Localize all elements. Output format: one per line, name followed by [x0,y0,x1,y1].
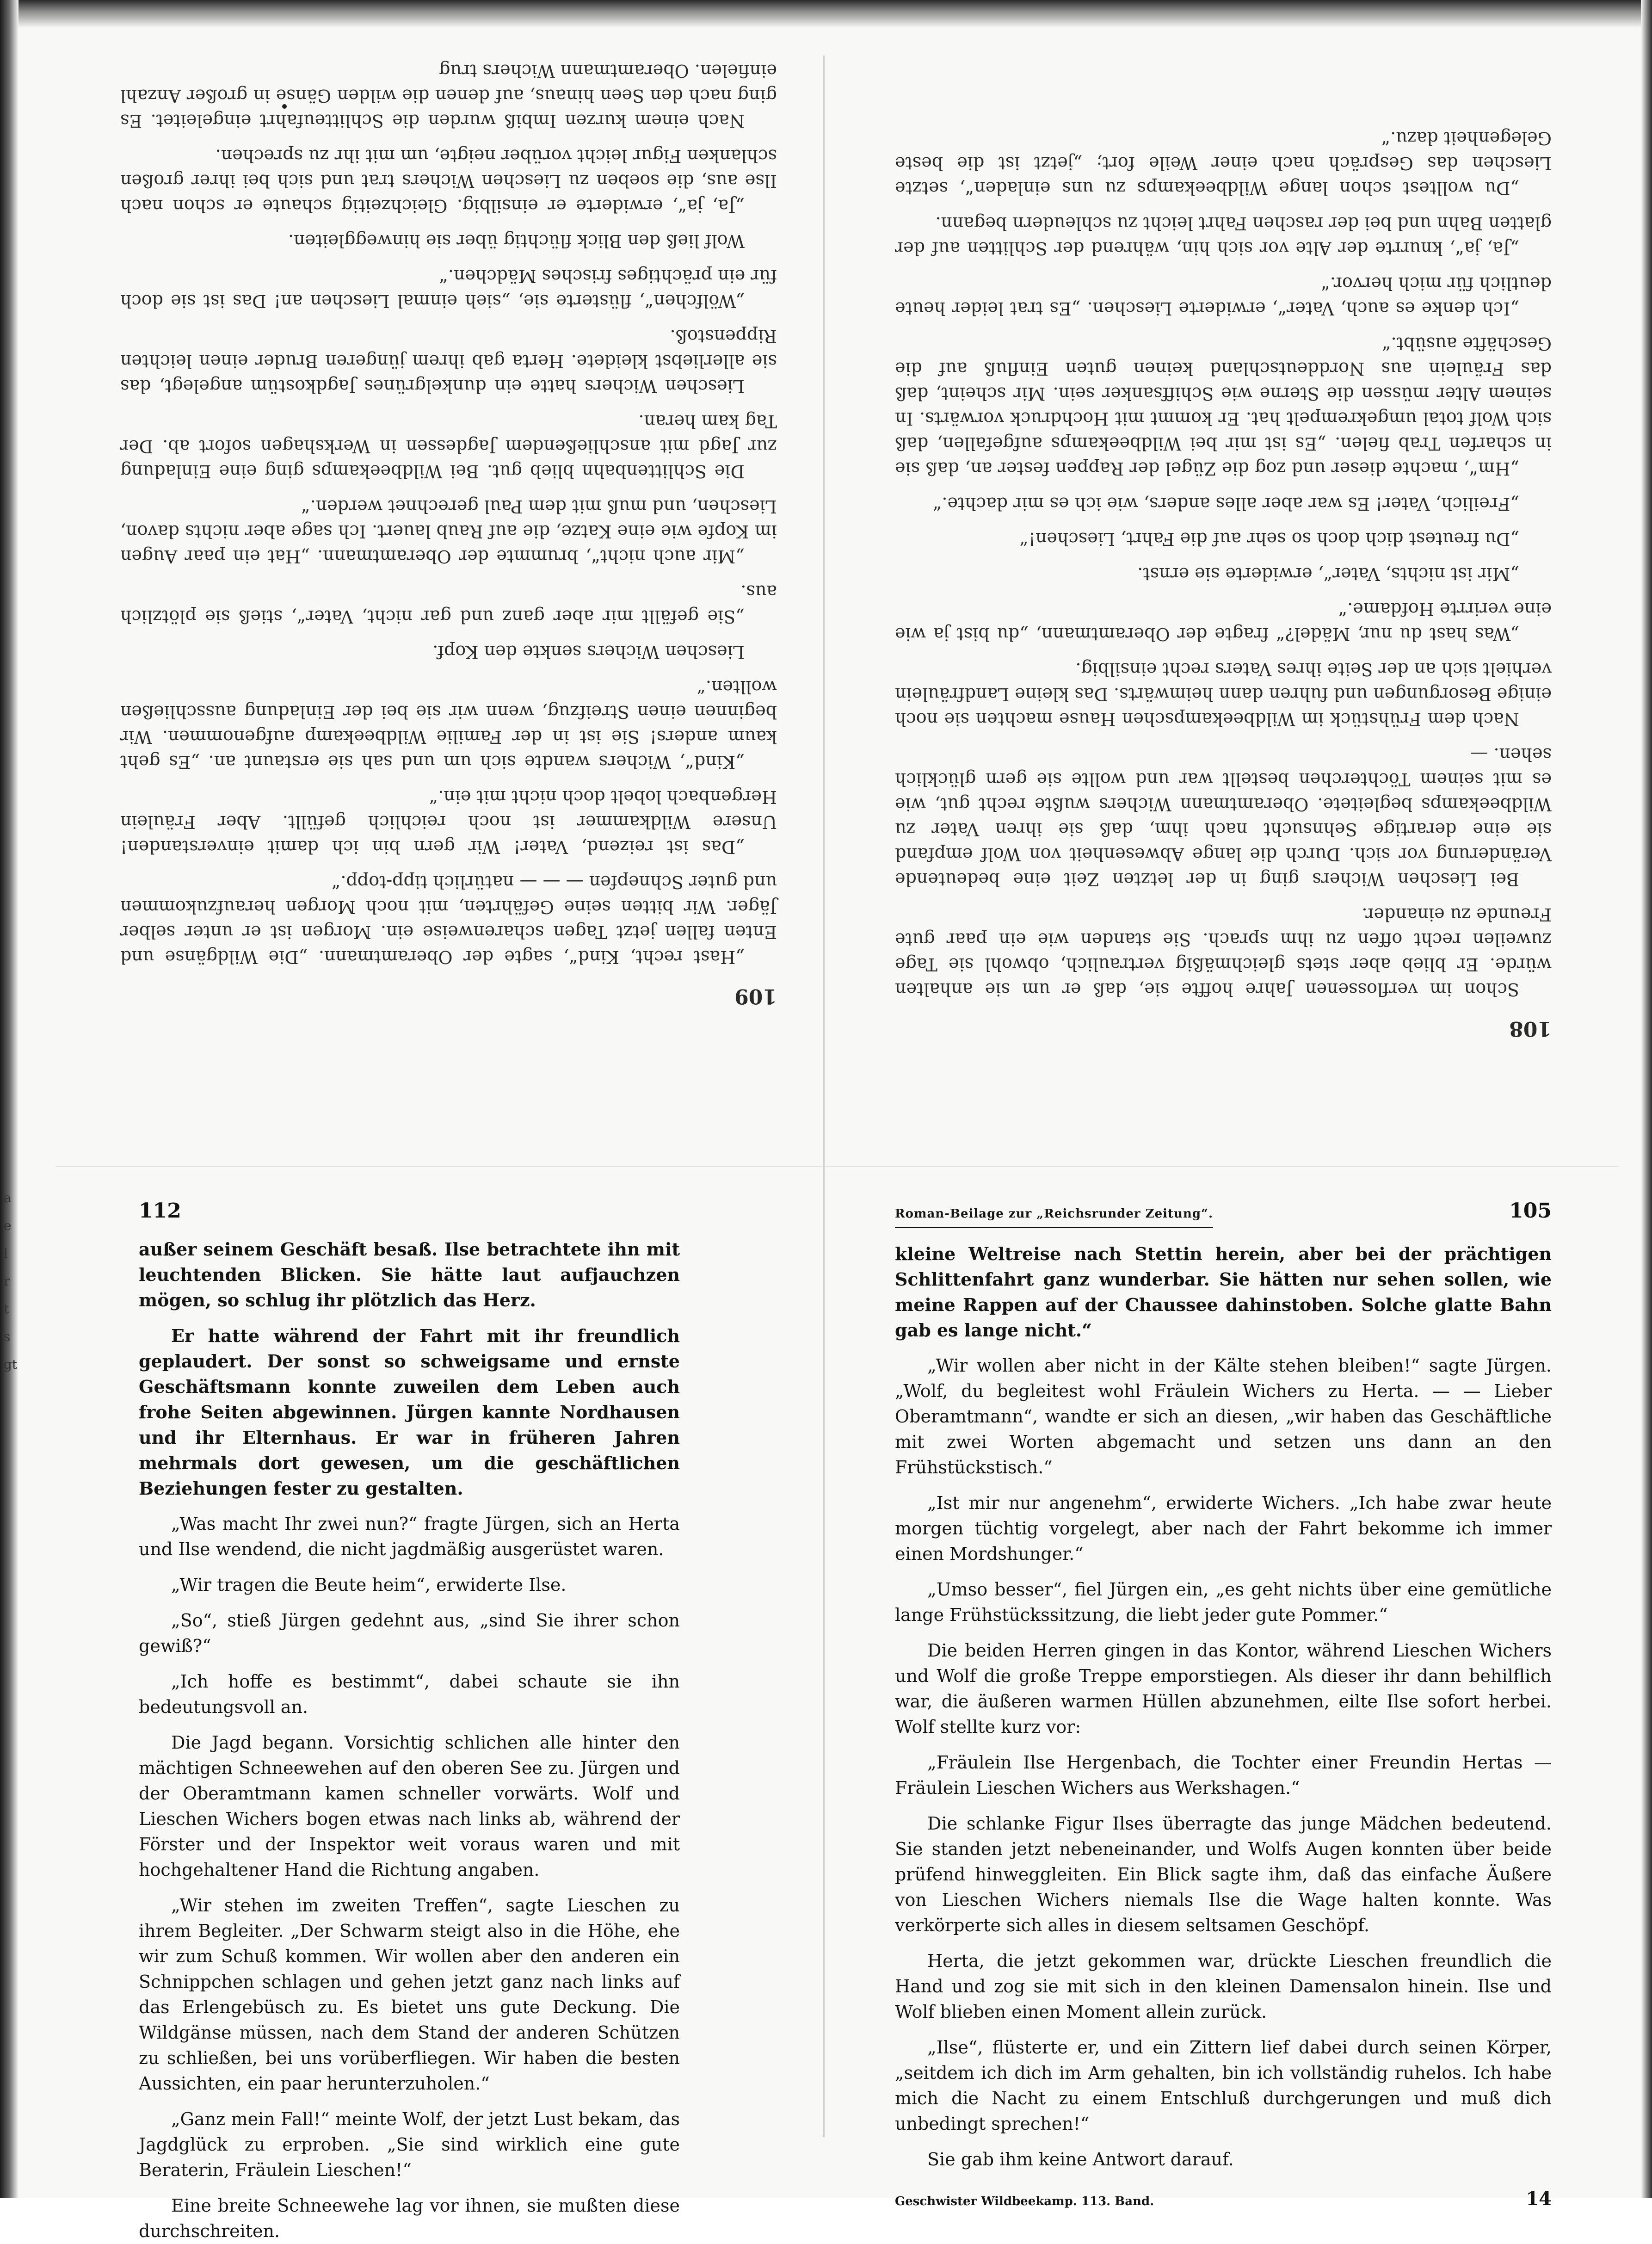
scan-edge-left [0,0,18,2198]
signature-mark: 14 [1526,2188,1552,2210]
paragraph: Nach einem kurzen Imbiß wurden die Schlitteufahrt eingeleitet. Es ging nach den Seen hinaus, auf denen die wilden Gänse in großer Anzahl einfielen. Oberamtmann Wichers trug [120,61,777,131]
page-number: 105 [1509,1199,1552,1223]
paragraph: „Wir wollen aber nicht in der Kälte stehen bleiben!“ sagte Jürgen. „Wolf, du begleitest wohl Fräulein Wichers zu Herta. — — Lieber Oberamtmann“, wandte er sich an diesen, „wir haben das Geschäftliche mit zwei Worten abgemacht und setzen uns dann an den Frühstückstisch.“ [895,1355,1552,1477]
paragraph: „Sie gefällt mir aber ganz und gar nicht, Vater“, stieß sie plötzlich aus. [120,581,777,627]
paragraph: außer seinem Geschäft besaß. Ilse betrachtete ihn mit leuchtenden Blicken. Sie hätte laut aufjauchzen mögen, so schlug ihr plötzlich das Herz. [139,1239,680,1311]
margin-mark: l [4,1246,8,1261]
paragraph: „Hm“, machte dieser und zog die Zügel der Rappen fester an, daß sie in scharfen Trab fielen. „Es ist mir bei Wildbeekamps aufgefallen, daß sich Wolf total umgekrempelt hat. Er kommt mit Hochdruck vorwärts. In seinem Alter müssen die Sterne wie Schiffsanker sein. Mir scheint, daß das Fräulein aus Norddeutschland keinen guten Einfluß auf die Geschäfte ausübt.“ [895,334,1552,479]
paragraph: „Ilse“, flüsterte er, und ein Zittern lief dabei durch seinen Körper, „seitdem ich dich im Arm gehalten, bin ich vollständig ruhelos. Ich habe mich die Nacht zu einem Entschluß durchgerungen und muß dich unbedingt sprechen!“ [895,2037,1552,2134]
paragraph: Nach dem Frühstück im Wildbeekampschen Hause machten sie noch einige Besorgungen und fuhren dann heimwärts. Das kleine Landfräulein verhielt sich an der Seite ihres Vaters recht einsilbig. [895,659,1552,729]
page-header [139,1198,680,1224]
paragraph: Die beiden Herren gingen in das Kontor, während Lieschen Wichers und Wolf die große Treppe emporstiegen. Als dieser ihr dann behilflich war, die äußeren warmen Hüllen abzunehmen, eilte Ilse sofort herbei. Wolf stellte kurz vor: [895,1640,1552,1737]
scan-edge-top [0,0,1652,28]
paragraph: „So“, stieß Jürgen gedehnt aus, „sind Sie ihrer schon gewiß?“ [139,1610,680,1656]
paragraph: „Ja, ja“, knurrte der Alte vor sich hin, während der Schlitten auf der glatten Bahn und bei der raschen Fahrt leicht zu schleudern begann. [895,213,1552,259]
page-112 [139,1198,680,2241]
paragraph: „Ich denke es auch, Vater“, erwiderte Lieschen. „Es trat leider heute deutlich für mich hervor.“ [895,273,1552,319]
paragraph: Die Schlittenbahn blieb gut. Bei Wildbeekamps ging eine Einladung zur Jagd mit anschließendem Jagdessen in Werkshagen sofort ab. Der Tag kam heran. [120,411,777,482]
running-head: Roman-Beilage zur „Reichsrunder Zeitung“. [895,1201,1213,1228]
margin-mark: a [4,1190,12,1205]
page-108-inverted [895,116,1552,1041]
paragraph: „Ganz mein Fall!“ meinte Wolf, der jetzt Lust bekam, das Jagdglück zu erproben. „Sie sind wirklich eine gute Beraterin, Fräulein Lieschen!“ [139,2109,680,2180]
scan-edge-right [1641,0,1652,2198]
paragraph: Er hatte während der Fahrt mit ihr freundlich geplaudert. Der sonst so schweigsame und ernste Geschäftsmann konnte zuweilen dem Leben auch frohe Seiten abgewinnen. Jürgen kannte Nordhausen und ihr Elternhaus. Er war in früheren Jahren mehrmals dort gewesen, um die geschäftlichen Beziehungen fester zu gestalten. [139,1325,680,1499]
footer-title: Geschwister Wildbeekamp. 113. Band. [895,2195,1154,2208]
paragraph: „Wölfchen“, flüsterte sie, „sieh einmal Lieschen an! Das ist sie doch für ein prächtiges frisches Mädchen.“ [120,266,777,311]
paragraph: „Das ist reizend, Vater! Wir gern bin ich damit einverstanden! Unsere Wildkammer ist noch reichlich gefüllt. Aber Fräulein Hergenbach lobelt doch nicht mit ein.“ [120,787,777,857]
paragraph: Lieschen Wichers hatte ein dunkelgrünes Jagdkostüm angelegt, das sie allerliebst kleidete. Herta gab ihrem jüngeren Bruder einen leichten Rippenstoß. [120,326,777,396]
margin-mark: t [4,1301,9,1317]
paragraph: „Freilich, Vater! Es war aber alles anders, wie ich es mir dachte.“ [933,494,1519,514]
paragraph: „Was macht Ihr zwei nun?“ fragte Jürgen, sich an Herta und Ilse wendend, die nicht jagdmäßig ausgerüstet waren. [139,1514,680,1559]
paragraph: „Wir tragen die Beute heim“, erwiderte Ilse. [171,1575,567,1595]
page-number: 112 [139,1199,181,1223]
margin-mark: r [4,1273,10,1289]
paragraph: Bei Lieschen Wichers ging in der letzten Zeit eine bedeutende Veränderung vor sich. Durch die lange Abwesenheit von Wolf empfand sie eine derartige Sehnsucht nach ihm, daß sie ihren Vater zu Wildbeekamps begleitete. Oberamtmann Wichers wußte recht gut, wie es mit seinem Töchterchen bestellt war und wollte sie gern glücklich sehen. — [895,744,1552,890]
margin-mark: e [4,1218,12,1233]
paragraph: „Du wolltest schon lange Wildbeekamps zu uns einladen“, setzte Lieschen das Gespräch nach einer Weile fort; „jetzt ist die beste Gelegenheit dazu.“ [895,128,1552,198]
paragraph: Herta, die jetzt gekommen war, drückte Lieschen freundlich die Hand und zog sie mit sich in den kleinen Damensalon hinein. Ilse und Wolf blieben einen Moment allein zurück. [895,1951,1552,2022]
paragraph: Schon im verflossenen Jahre hoffte sie, daß er um sie anhalten würde. Er blieb aber stets gleichmäßig vertraulich, obwohl sie Tage zuweilen recht offen zu ihm sprach. Sie standen wie ein paar gute Freunde zu einander. [895,904,1552,1000]
paragraph: kleine Weltreise nach Stettin herein, aber bei der prächtigen Schlittenfahrt ganz wunderbar. Sie hätten nur sehen sollen, wie meine Rappen auf der Chaussee dahinstoben. Solche glatte Bahn gab es lange nicht.“ [895,1243,1552,1341]
paragraph: „Umso besser“, fiel Jürgen ein, „es geht nichts über eine gemütliche lange Frühstückssitzung, die liebt jeder gute Pommer.“ [895,1579,1552,1625]
paragraph: „Wir stehen im zweiten Treffen“, sagte Lieschen zu ihrem Begleiter. „Der Schwarm steigt also in die Höhe, ehe wir zum Schuß kommen. Wir wollen aber den anderen ein Schnippchen schlagen und gehen jetzt ganz nach links auf das Erlengebüsch zu. Es bietet uns gute Deckung. Die Wildgänse müssen, nach dem Stand der anderen Schützen zu schließen, bei uns vorüberfliegen. Wir haben die besten Aussichten, ein paar herunterzuholen.“ [139,1895,680,2094]
paragraph: „Ich hoffe es bestimmt“, dabei schaute sie ihn bedeutungsvoll an. [139,1671,680,1717]
paragraph: „Fräulein Ilse Hergenbach, die Tochter einer Freundin Hertas — Fräulein Lieschen Wichers aus Werkshagen.“ [895,1752,1552,1798]
paragraph: Die schlanke Figur Ilses überragte das junge Mädchen bedeutend. Sie standen jetzt nebeneinander, und Wolfs Augen konnten über beide prüfend hinweggleiten. Ein Blick sagte ihm, daß das einfache Äußere von Lieschen Wichers niemals Ilse die Wage halten konnte. Was verkörperte sich alles in diesem seltsamen Geschöpf. [895,1813,1552,1935]
paragraph: Lieschen Wichers senkte den Kopf. [432,642,745,662]
page-separator [55,1166,1619,1167]
page-number: 109 [734,984,777,1008]
paragraph: „Ja, ja“, erwiderte er einsilbig. Gleichzeitig schaute er schon nach Ilse aus, die soeben zu Lieschen Wichers trat und sich bei ihrer großen schlanken Figur leicht vorüber neigte, um mit ihr zu sprechen. [120,146,777,216]
paragraph: Eine breite Schneewehe lag vor ihnen, sie mußten diese durchschreiten. [139,2195,680,2241]
paragraph: Wolf ließ den Blick flüchtig über sie hinweggleiten. [288,231,745,251]
margin-mark: s [4,1329,11,1344]
margin-mark: gt [4,1357,18,1372]
paragraph: „Ist mir nur angenehm“, erwiderte Wichers. „Ich habe zwar heute morgen tüchtig vorgelegt, aber nach der Fahrt bekomme ich immer einen Mordshunger.“ [895,1493,1552,1564]
page-footer [895,2186,1552,2214]
paragraph: „Mir auch nicht“, brummte der Oberamtmann. „Hat ein paar Augen im Kopfe wie eine Katze, die auf Raub lauert. Ich sage aber nichts davon, Lieschen, und muß mit dem Paul gerechnet werden.“ [120,496,777,567]
paragraph: „Hast recht, Kind“, sagte der Oberamtmann. „Die Wildgänse und Enten fallen jetzt Tagen scharenweise ein. Morgen ist er unter selber Jäger. Wir bitten seine Gefährten, mit noch Morgen heraufzukommen und guter Schnepfen — — — natürlich tipp-topp.“ [120,872,777,967]
page-105 [895,1198,1552,2210]
paragraph: „Was hast du nur, Mädel?“ fragte der Oberamtmann, „du bist ja wie eine verirrte Hofdame.“ [895,599,1552,644]
page-header [895,1198,1552,1228]
page-number: 108 [1509,1017,1552,1040]
paragraph: Sie gab ihm keine Antwort darauf. [927,2149,1234,2170]
paragraph: Die Jagd begann. Vorsichtig schlichen alle hinter den mächtigen Schneewehen auf den oberen See zu. Jürgen und der Oberamtmann kamen schneller vorwärts. Wolf und Lieschen Wichers bogen etwas nach links ab, während der Förster und der Inspektor weit voraus waren und mit hochgehaltener Hand die Richtung angaben. [139,1732,680,1880]
page-109-inverted [120,61,777,1008]
paragraph: „Mir ist nichts, Vater“, erwiderte sie ernst. [1137,564,1519,584]
center-fold [823,56,825,2137]
paragraph: „Kind“, Wichers wandte sich um und sah sie erstaunt an. „Es geht kaum anders! Sie ist in der Familie Wildbeekamp aufgenommen. Wir beginnen einen Streifzug, wenn wir sie bei der Einladung ausschließen wollten.“ [120,677,777,772]
left-margin-marks [4,1184,18,1379]
paragraph: „Du freutest dich doch so sehr auf die Fahrt, Lieschen!“ [1019,529,1519,549]
